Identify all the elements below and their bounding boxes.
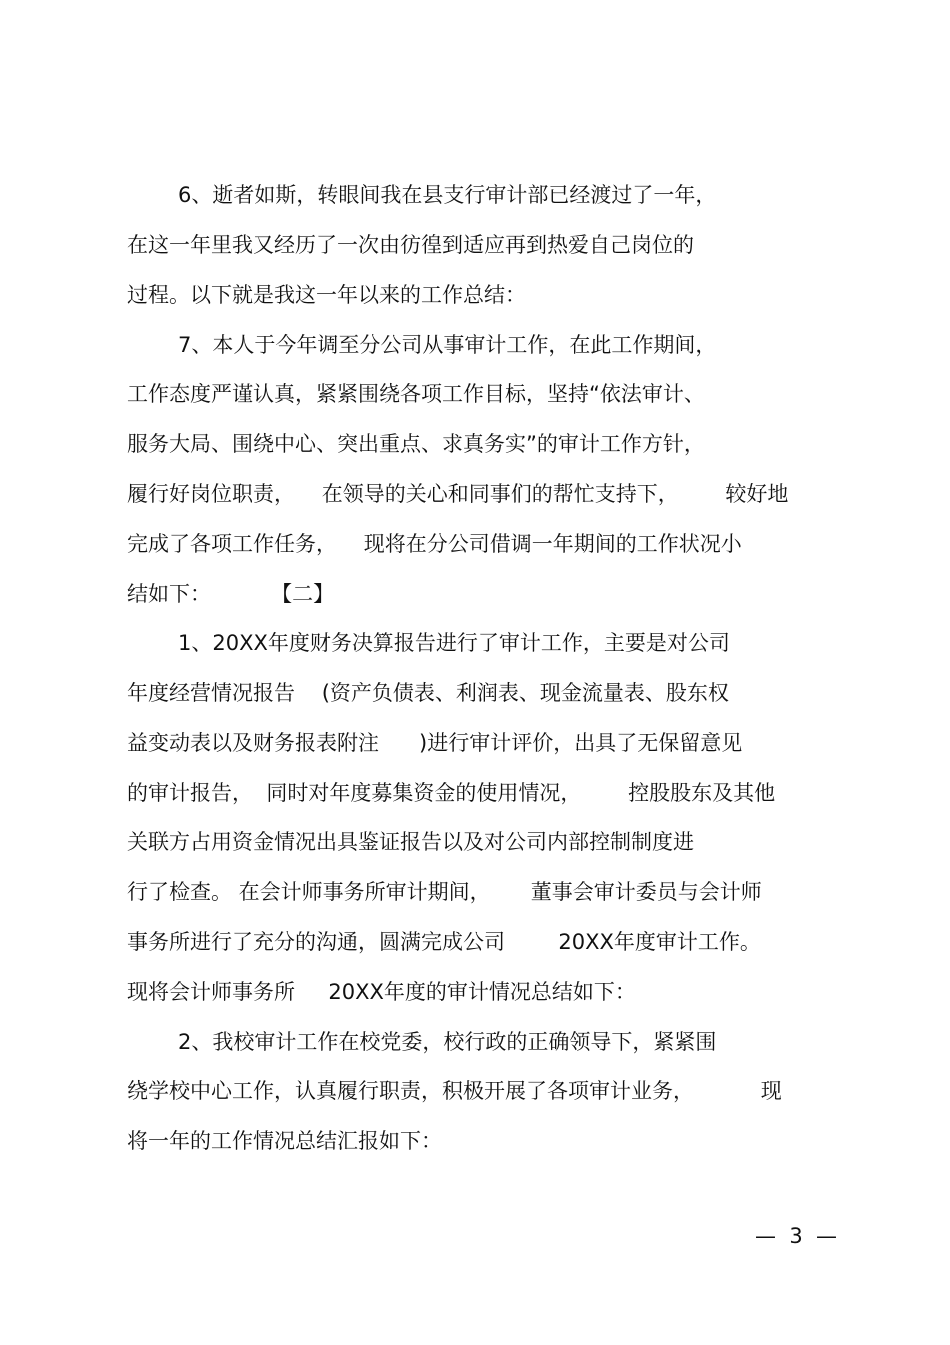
paragraph-2-line-2: 工作态度严谨认真，紧紧围绕各项工作目标，坚持“依法审计、	[127, 382, 705, 406]
paragraph-2-line-4: 履行好岗位职责， 在领导的关心和同事们的帮忙支持下， 较好地	[127, 482, 789, 506]
paragraph-2-line-1: 7、本人于今年调至分公司从事审计工作，在此工作期间，	[178, 333, 717, 357]
paragraph-4-line-3: 将一年的工作情况总结汇报如下：	[127, 1129, 442, 1153]
paragraph-1-line-3: 过程。以下就是我这一年以来的工作总结：	[127, 283, 526, 307]
page-number: — 3 —	[755, 1224, 838, 1248]
paragraph-3-line-1: 1、20XX年度财务决算报告进行了审计工作，主要是对公司	[178, 631, 730, 655]
paragraph-2-line-6: 结如下： 【二】	[127, 582, 335, 606]
paragraph-2-line-5: 完成了各项工作任务， 现将在分公司借调一年期间的工作状况小	[127, 532, 742, 556]
paragraph-1-line-2: 在这一年里我又经历了一次由彷徨到适应再到热爱自己岗位的	[127, 233, 694, 257]
paragraph-2-line-3: 服务大局、围绕中心、突出重点、求真务实”的审计工作方针，	[127, 432, 705, 456]
paragraph-3-line-3: 益变动表以及财务报表附注 )进行审计评价，出具了无保留意见	[127, 731, 743, 755]
paragraph-1-line-1: 6、逝者如斯，转眼间我在县支行审计部已经渡过了一年，	[178, 183, 717, 207]
paragraph-3-line-8: 现将会计师事务所 20XX年度的审计情况总结如下：	[127, 980, 636, 1004]
paragraph-3-line-6: 行了检查。 在会计师事务所审计期间， 董事会审计委员与会计师	[127, 880, 762, 904]
paragraph-3-line-7: 事务所进行了充分的沟通，圆满完成公司 20XX年度审计工作。	[127, 930, 761, 954]
paragraph-3-line-2: 年度经营情况报告 (资产负债表、利润表、现金流量表、股东权	[127, 681, 729, 705]
paragraph-4-line-2: 绕学校中心工作，认真履行职责，积极开展了各项审计业务， 现	[127, 1079, 782, 1103]
paragraph-4-line-1: 2、我校审计工作在校党委，校行政的正确领导下，紧紧围	[178, 1030, 717, 1054]
paragraph-3-line-5: 关联方占用资金情况出具鉴证报告以及对公司内部控制制度进	[127, 830, 694, 854]
paragraph-3-line-4: 的审计报告， 同时对年度募集资金的使用情况， 控股股东及其他	[127, 781, 776, 805]
